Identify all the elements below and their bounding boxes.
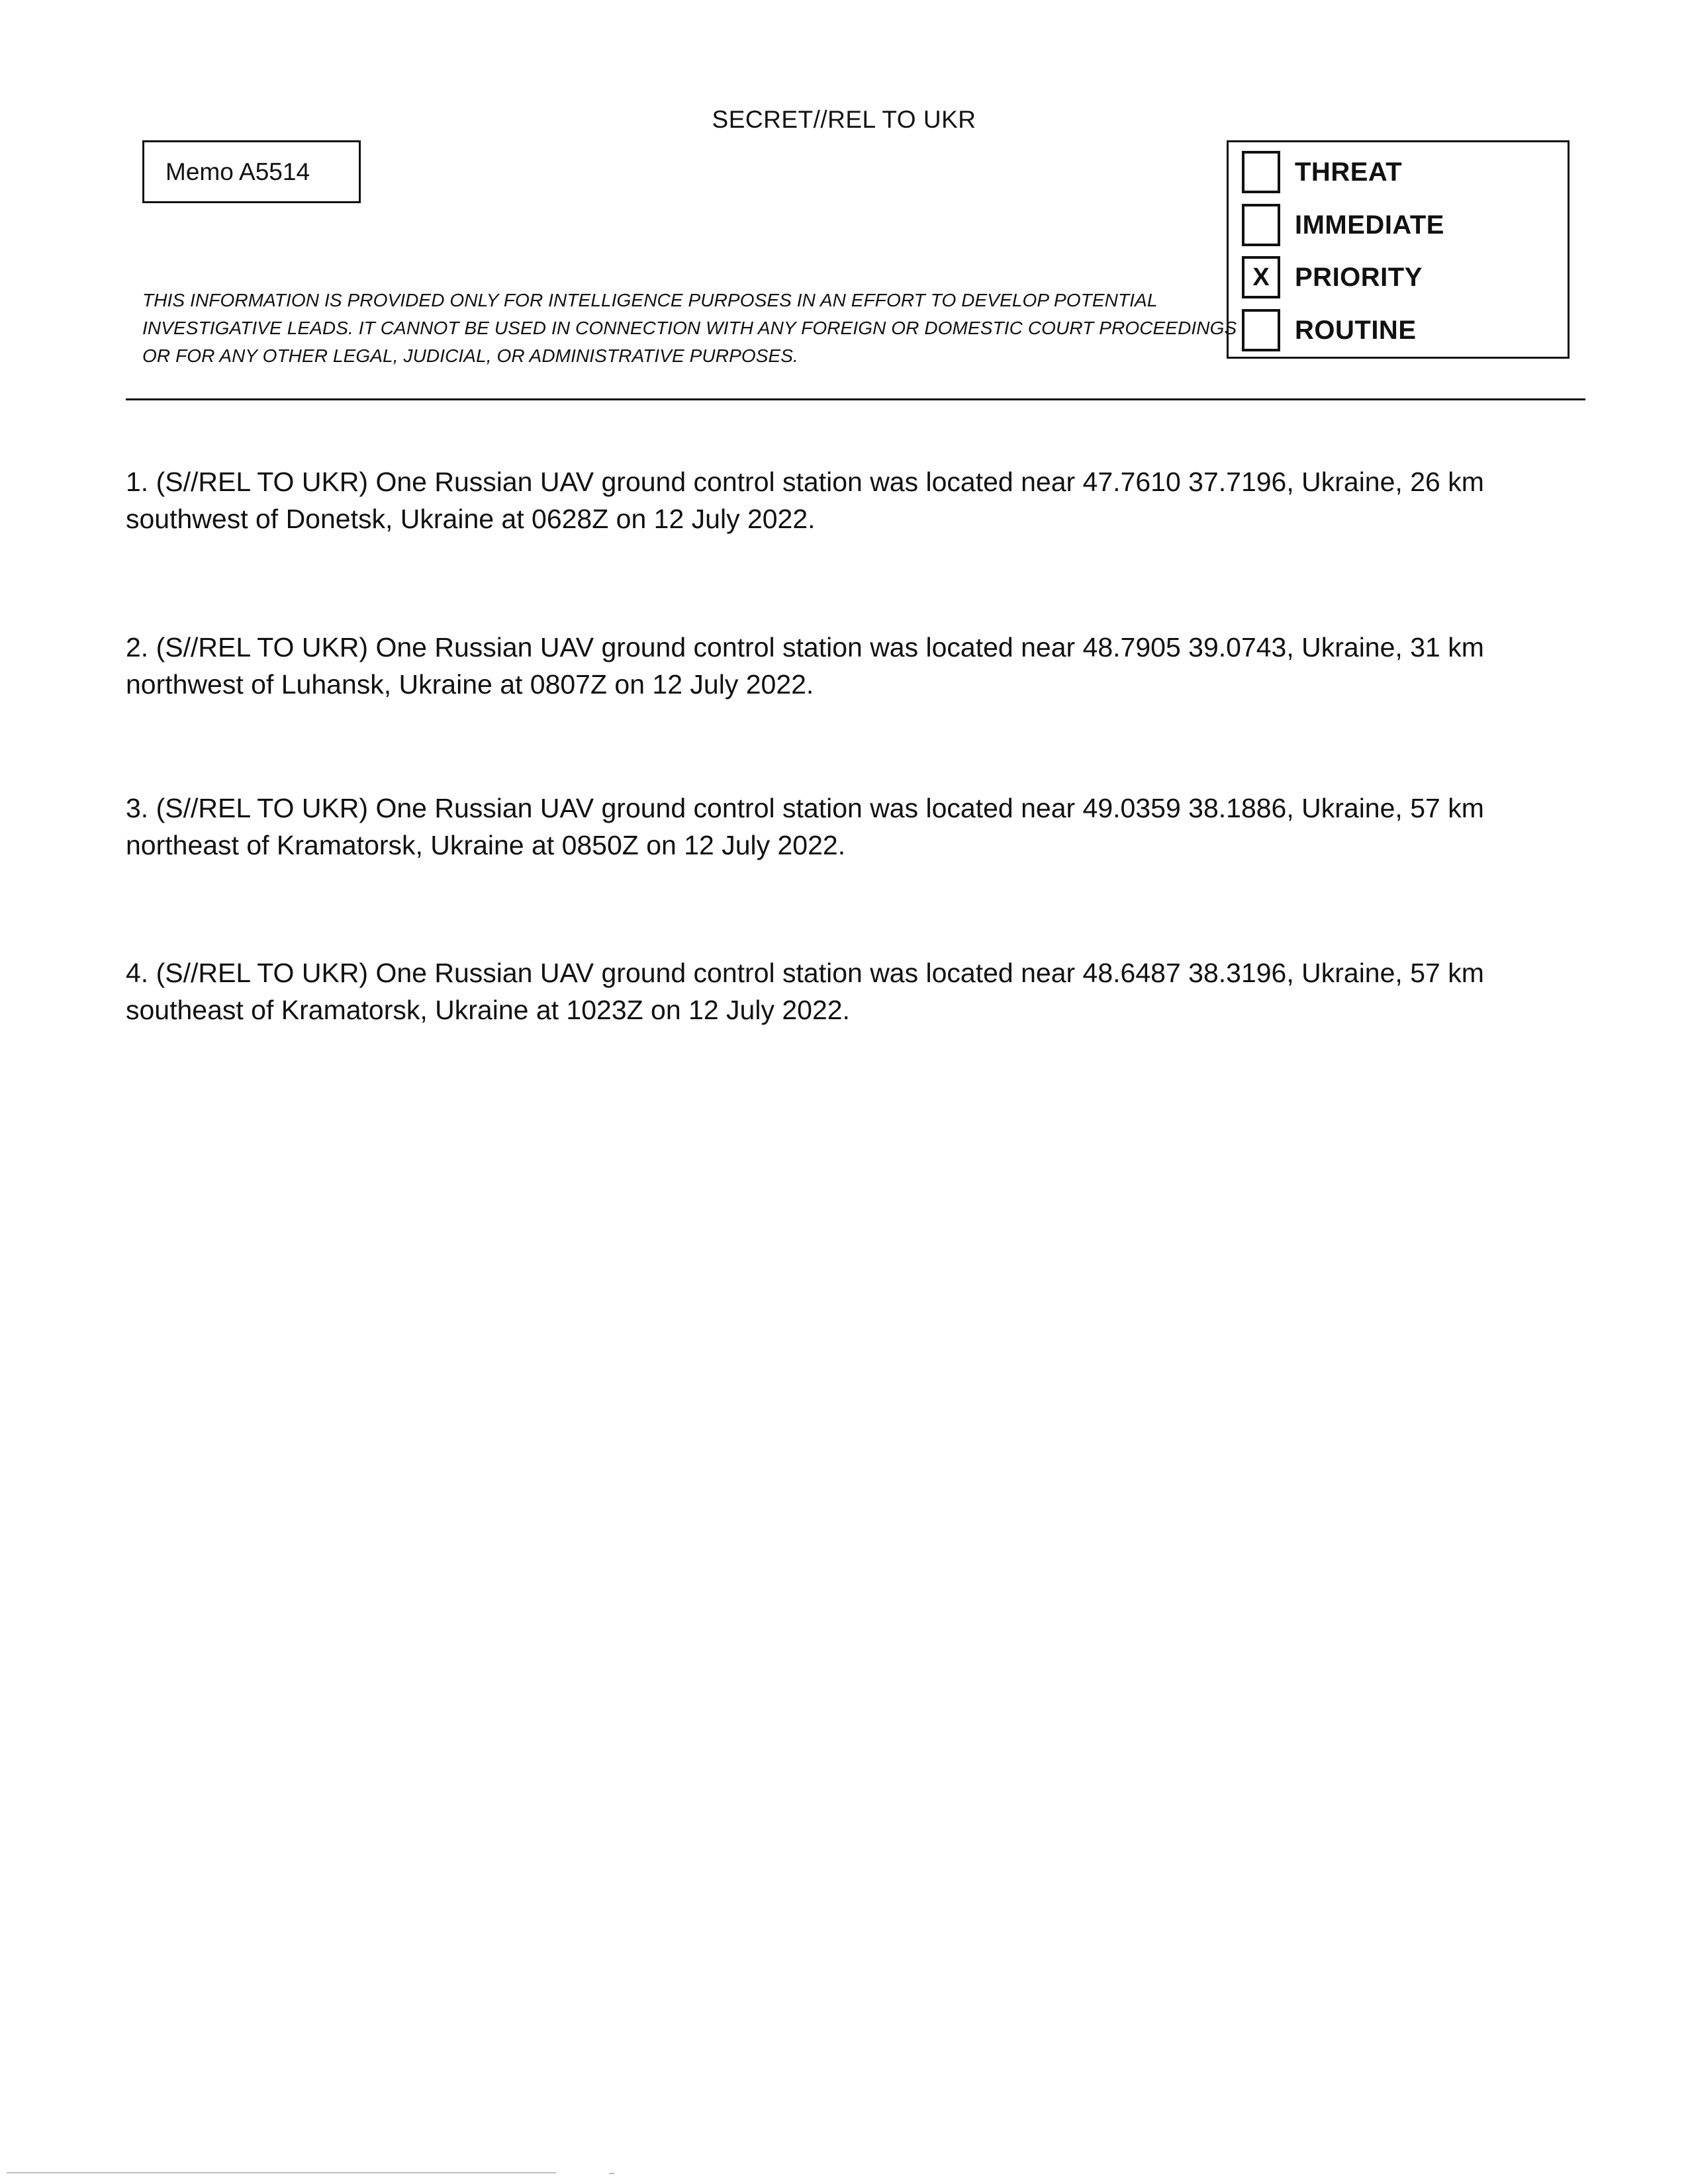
precedence-routine-label: ROUTINE bbox=[1295, 315, 1417, 345]
report-item-line: 1. (S//REL TO UKR) One Russian UAV ground control station was located near 47.7610 37.7196, Ukraine, 26 km bbox=[126, 467, 1484, 497]
report-item-2 bbox=[126, 629, 1582, 703]
precedence-routine-checkbox bbox=[1242, 309, 1280, 351]
scan-artifact bbox=[609, 2173, 614, 2174]
precedence-threat-checkbox bbox=[1242, 151, 1280, 193]
scan-artifact bbox=[7, 2172, 556, 2173]
report-item-4 bbox=[126, 954, 1582, 1028]
report-item-line: northwest of Luhansk, Ukraine at 0807Z on 12 July 2022. bbox=[126, 669, 814, 700]
precedence-threat-label: THREAT bbox=[1295, 157, 1403, 187]
report-item-line: 3. (S//REL TO UKR) One Russian UAV ground control station was located near 49.0359 38.1886, Ukraine, 57 km bbox=[126, 793, 1484, 823]
report-item-1 bbox=[126, 463, 1582, 537]
precedence-threat bbox=[1242, 150, 1402, 195]
report-item-line: 4. (S//REL TO UKR) One Russian UAV ground control station was located near 48.6487 38.3196, Ukraine, 57 km bbox=[126, 958, 1484, 988]
precedence-priority-checkbox: X bbox=[1242, 256, 1280, 298]
header-divider bbox=[126, 398, 1585, 400]
report-item-line: southeast of Kramatorsk, Ukraine at 1023Z on 12 July 2022. bbox=[126, 995, 850, 1025]
report-item-line: northeast of Kramatorsk, Ukraine at 0850Z on 12 July 2022. bbox=[126, 830, 846, 860]
disclaimer-text bbox=[142, 287, 1237, 370]
precedence-immediate-label: IMMEDIATE bbox=[1295, 210, 1444, 240]
precedence-immediate bbox=[1242, 203, 1444, 248]
report-item-3 bbox=[126, 790, 1582, 864]
precedence-priority bbox=[1242, 255, 1423, 300]
report-item-line: 2. (S//REL TO UKR) One Russian UAV ground control station was located near 48.7905 39.0743, Ukraine, 31 km bbox=[126, 632, 1484, 662]
disclaimer-line: INVESTIGATIVE LEADS. IT CANNOT BE USED IN CONNECTION WITH ANY FOREIGN OR DOMESTIC COURT PROCEEDINGS bbox=[142, 318, 1237, 338]
precedence-box bbox=[1227, 140, 1570, 359]
disclaimer-line: OR FOR ANY OTHER LEGAL, JUDICIAL, OR ADMINISTRATIVE PURPOSES. bbox=[142, 345, 798, 366]
classification-banner: SECRET//REL TO UKR bbox=[712, 106, 976, 133]
memo-id-label: Memo A5514 bbox=[165, 158, 310, 185]
disclaimer-line: THIS INFORMATION IS PROVIDED ONLY FOR INTELLIGENCE PURPOSES IN AN EFFORT TO DEVELOP POTENTIAL bbox=[142, 290, 1158, 310]
memo-id-box bbox=[142, 140, 361, 203]
precedence-immediate-checkbox bbox=[1242, 204, 1280, 246]
precedence-priority-label: PRIORITY bbox=[1295, 262, 1423, 292]
report-item-line: southwest of Donetsk, Ukraine at 0628Z on 12 July 2022. bbox=[126, 504, 816, 534]
precedence-routine bbox=[1242, 308, 1417, 353]
